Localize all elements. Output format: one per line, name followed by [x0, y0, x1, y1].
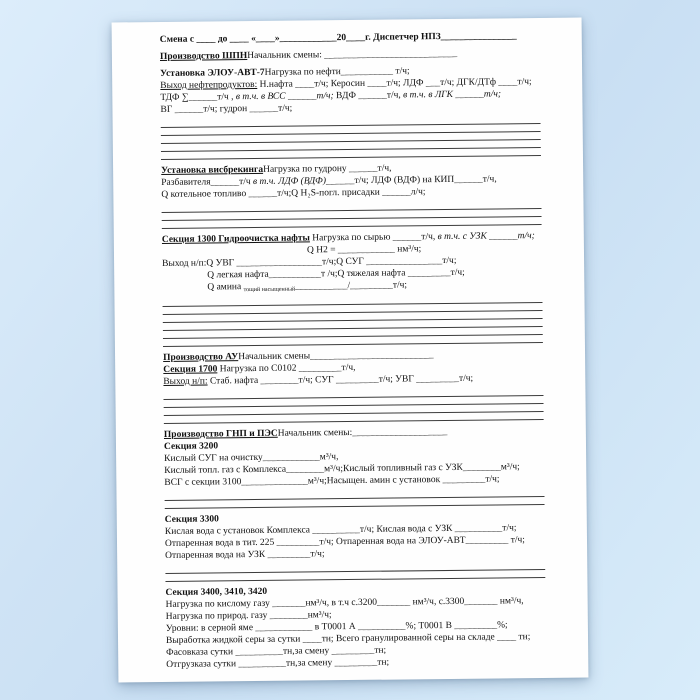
form-line [161, 185, 541, 201]
text-segment: Выход нефтепродуктов: [160, 79, 258, 91]
text-segment: Кислая вода с установок Комплекса __________т/ч; Кислая вода с УЗК __________т/ч; [164, 523, 517, 537]
section-proizvodstvo-au [163, 348, 544, 424]
text-segment: Начальник смены: ____________________________ [247, 48, 458, 62]
text-segment: Выход н/п: [162, 258, 207, 269]
section-proizvodstvo-gnp-pes [164, 425, 545, 509]
section-ustanovka-visbrekinga [161, 161, 542, 229]
section-shift-header [160, 30, 540, 46]
text-segment: Секция 1700 [163, 364, 218, 375]
document-page [112, 18, 589, 683]
section-proizvodstvo-shpn [160, 47, 541, 160]
section-sekciya-3300 [165, 510, 546, 582]
form-line [163, 372, 543, 388]
text-segment: Уровни: в серной яме ____________ в Т0001 А __________%; Т0001 В _________%; [165, 620, 508, 634]
blank-fill-lines [163, 388, 543, 424]
text-segment: Кислый СУГ на очистку____________м³/ч, [164, 452, 339, 464]
text-segment: Нагрузка по нефти___________ т/ч; [264, 66, 410, 78]
form-line [162, 278, 542, 295]
text-segment: Q H₂S-погл. присадки ______л/ч; [291, 187, 426, 199]
text-segment: ______ [287, 91, 317, 102]
text-segment: за сутки __________тн, [202, 658, 298, 670]
blank-fill-lines [162, 295, 542, 347]
text-segment: Нагрузка по природ. газу ________нм³/ч; [165, 610, 332, 622]
text-segment: Секция 3300 [164, 514, 219, 525]
text-segment: Q котельное топливо ______т/ч; [161, 188, 292, 200]
text-segment: Отпаренная вода в тит. 225 _________т/ч; Отпаренная вода на ЭЛОУ-АВТ_________ т/ч; [164, 535, 525, 549]
text-segment: Q амина [207, 282, 244, 293]
form-line [165, 546, 545, 562]
text-segment: Разбавителя______т/ч [161, 177, 254, 188]
text-segment: ___________/_________т/ч; [295, 280, 408, 292]
text-segment: Фасовка [166, 647, 201, 658]
text-segment: Стаб. нафта ________т/ч; СУГ _________т/ч; УВГ _________т/ч; [207, 373, 474, 387]
text-segment: Секция 3200 [163, 441, 219, 452]
text-segment: тощий насыщенный [243, 286, 296, 293]
text-segment: Кислый топл. газ с Комплекса________м³/ч; [164, 464, 344, 476]
text-segment: Нагрузка по С0102 _________т/ч, [217, 362, 356, 375]
text-segment: Начальник смены__________________________ [238, 350, 434, 363]
text-segment: Q H2 = ____________ нм³/ч; [306, 244, 422, 256]
text-segment: ВСГ с секции 3100______________м³/ч; [164, 476, 327, 488]
text-segment: Q легкая нафта___________т /ч; [207, 269, 338, 281]
text-segment: Начальник смены:____________________ [277, 426, 448, 439]
text-segment: ВГ ______т/ч; гудрон ______т/ч; [160, 103, 293, 115]
form-line [160, 30, 540, 46]
text-segment: ______т/ч; ЛДФ (ВДФ) на КИП______т/ч, [325, 174, 497, 187]
text-segment: Нагрузка по гудрону ______т/ч, [263, 163, 392, 175]
section-sekciya-3400-3410-3420 [165, 583, 546, 674]
text-segment: Кислый топливный газ с УЗК________м³/ч; [342, 462, 520, 475]
blank-fill-lines [161, 201, 541, 229]
text-segment: Q СУГ ________________т/ч; [336, 255, 457, 268]
blank-fill-lines [164, 489, 544, 509]
text-segment: Выход н/п: [163, 376, 208, 387]
text-segment: в т.ч. ЛДФ (ВДФ) [252, 176, 327, 188]
text-segment: Секция 3400, 3410, 3420 [165, 586, 268, 598]
text-segment: Производство АУ [163, 352, 239, 363]
text-segment: ВДФ ______т/ч, [333, 90, 404, 102]
form-line [166, 655, 546, 671]
text-segment: Смена с ____ до ____ «____»____________20____ [159, 32, 366, 45]
form-line [164, 473, 544, 489]
fill-line [166, 671, 546, 674]
section-sekciya-1300 [162, 230, 543, 347]
text-segment: Производство ШПН [159, 51, 248, 62]
text-segment: Q УВГ __________________т/ч; [206, 257, 337, 269]
text-segment: в т.ч. в ЛГК [403, 89, 456, 101]
text-segment: т/ч; [483, 89, 502, 100]
text-segment: Установка висбрекинга [161, 164, 264, 176]
text-segment: ______ [455, 89, 484, 100]
blank-fill-lines [165, 562, 545, 582]
text-segment: Насыщен. амин с установок _________т/ч; [326, 474, 500, 487]
text-segment: за сутки __________тн, [199, 646, 295, 658]
text-segment: Отгрузка [166, 659, 204, 670]
text-segment: Выработка жидкой серы за сутки ____тн; Всего гранулированной серы на складе ____ тн; [165, 632, 531, 646]
text-segment: за смену _________тн; [294, 645, 387, 657]
text-segment: Нагрузка по сырью ______т/ч, [309, 232, 438, 244]
form-line [160, 47, 540, 63]
blank-fill-lines [161, 116, 541, 160]
text-segment: за смену _________тн; [297, 657, 390, 669]
text-segment: Н.нафта ____т/ч; Керосин ____т/ч; ЛДФ ___т/ч; ДГК/ДТф ____т/ч; [257, 77, 532, 90]
text-segment: Производство ГНП и ПЭС [163, 428, 278, 440]
text-segment: Установка ЭЛОУ-АВТ-7 [160, 67, 265, 79]
text-segment: в т.ч. в ВСС [235, 91, 288, 103]
form-line [160, 100, 540, 116]
text-segment: Отпаренная вода на УЗК _________т/ч; [165, 549, 325, 561]
text-segment: ТДФ ∑______т/ч , [160, 92, 236, 103]
text-segment: в т.ч. с УЗК [437, 231, 490, 243]
text-segment: Q тяжелая нафта _________т/ч; [337, 267, 465, 280]
document-content [160, 30, 547, 674]
text-segment: т/ч; [316, 91, 334, 102]
text-segment: т/ч; [517, 231, 535, 242]
text-segment: ______ [489, 231, 518, 242]
text-segment: Секция 1300 Гидроочистка нафты [161, 233, 310, 245]
text-segment: г. Диспетчер НПЗ________________ [365, 31, 517, 43]
text-segment: Нагрузка по кислому газу _______нм³/ч, в т.ч с.3200_______ нм³/ч, с.3300_______ нм³/ч, [165, 596, 524, 610]
blank-fill-lines [166, 671, 546, 674]
